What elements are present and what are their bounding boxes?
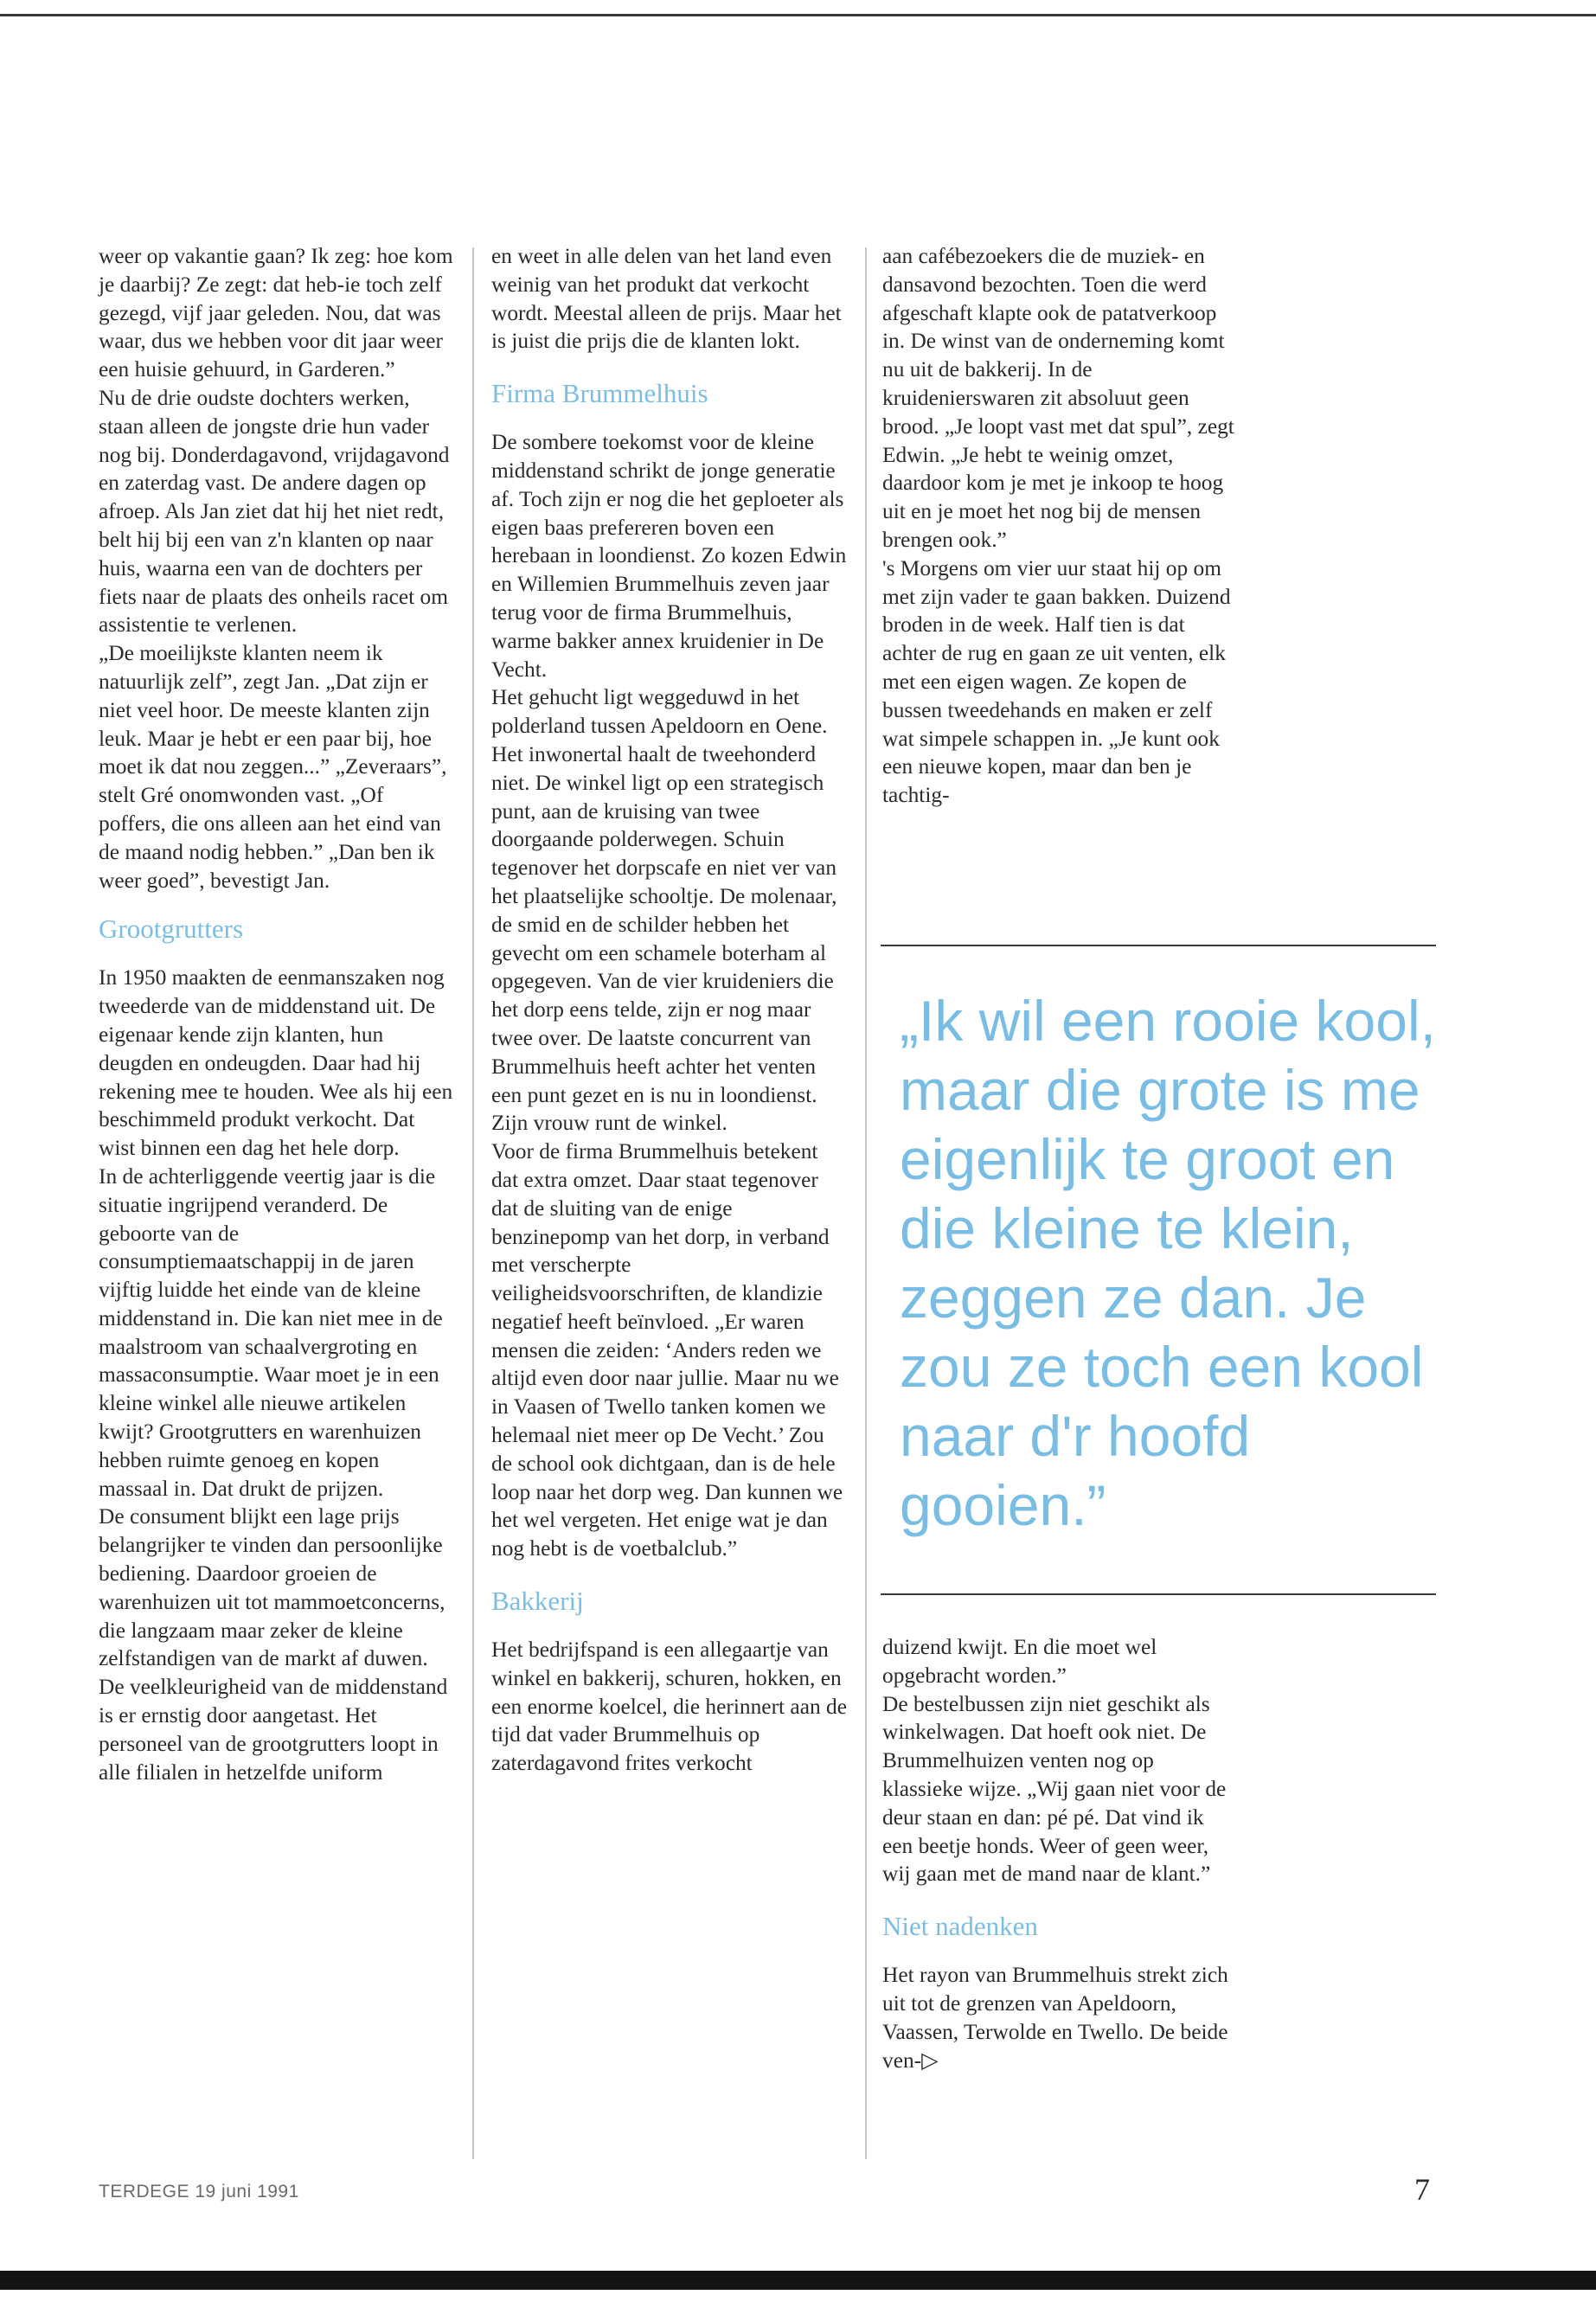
section-heading-niet-nadenken: Niet nadenken <box>882 1911 1038 1942</box>
page-number: 7 <box>1414 2172 1430 2207</box>
column-divider <box>472 247 474 2159</box>
paragraph: Het bedrijfspand is een allegaartje van winkel en bakkerij, schuren, hokken, en een enorme koelcel, die herinnert aan de tijd dat vader Brummelhuis op zaterdagavond frites verkocht <box>491 1638 847 1776</box>
section-heading-firma-brummelhuis: Firma Brummelhuis <box>491 378 708 409</box>
paragraph: Nu de drie oudste dochters werken, staan alleen de jongste drie hun vader nog bij. Donderdagavond, vrijdagavond en zaterdag vast. De andere dagen op afroep. Als Jan ziet dat hij het niet redt, belt hij bij een van z'n klanten op naar huis, waarna een van de dochters per fiets naar de plaats des onheils racet om assistentie te verlenen. <box>99 385 450 638</box>
section-heading-grootgrutters: Grootgrutters <box>99 913 244 945</box>
paragraph: 's Morgens om vier uur staat hij op om met zijn vader te gaan bakken. Duizend broden in de week. Half tien is dat achter de rug en gaan ze uit venten, elk met een eigen wagen. Ze kopen de bussen tweedehands en maken er zelf wat simpele schappen in. „Je kunt ook een nieuwe kopen, maar dan ben je tachtig- <box>882 555 1231 808</box>
paragraph: Het rayon van Brummelhuis strekt zich uit tot de grenzen van Apeldoorn, Vaassen, Terwolde en Twello. De beide ven-▷ <box>882 1963 1228 2073</box>
top-rule <box>0 14 1596 16</box>
paragraph: In 1950 maakten de eenmanszaken nog tweederde van de middenstand uit. De eigenaar kende zijn klanten, hun deugden en ondeugden. Daar had hij rekening mee te houden. Wee als hij een beschimmeld produkt verkocht. Dat wist binnen een dag het hele dorp. <box>99 965 453 1161</box>
paragraph: duizend kwijt. En die moet wel opgebracht worden.” <box>882 1635 1157 1688</box>
section-heading-bakkerij: Bakkerij <box>491 1586 584 1617</box>
paragraph: en weet in alle delen van het land even weinig van het produkt dat verkocht wordt. Meestal alleen de prijs. Maar het is juist die prijs die de klanten lokt. <box>491 244 842 354</box>
paragraph: De bestelbussen zijn niet geschikt als winkelwagen. Dat hoeft ook niet. De Brummelhuizen venten nog op klassieke wijze. „Wij gaan niet voor de deur staan en dan: pé pé. Dat vind ik een beetje honds. Weer of geen weer, wij gaan met de mand naar de klant.” <box>882 1691 1227 1887</box>
column-3-continued <box>882 1633 1237 2074</box>
paragraph: weer op vakantie gaan? Ik zeg: hoe kom je daarbij? Ze zegt: dat heb-ie toch zelf gezegd, vijf jaar geleden. Nou, dat was waar, dus we hebben voor dit jaar weer een huisie gehuurd, in Garderen.” <box>99 244 453 382</box>
bottom-rule <box>0 2271 1596 2290</box>
paragraph: In de achterliggende veertig jaar is die situatie ingrijpend veranderd. De geboorte van de consumptiemaatschappij in de jaren vijftig luidde het einde van de kleine middenstand in. Die kan niet mee in de maalstroom van schaalvergroting en massaconsumptie. Waar moet je in een kleine winkel alle nieuwe artikelen kwijt? Grootgrutters en warenhuizen hebben ruimte genoeg en kopen massaal in. Dat drukt de prijzen. <box>99 1163 443 1501</box>
paragraph: Het gehucht ligt weggeduwd in het polderland tussen Apeldoorn en Oene. Het inwonertal haalt de tweehonderd niet. De winkel ligt op een strategisch punt, aan de kruising van twee doorgaande polderwegen. Schuin tegenover het dorpscafe en niet ver van het plaatselijke schooltje. De molenaar, de smid en de schilder hebben het gevecht om een schamele boterham al opgegeven. Van de vier kruideniers die het dorp eens telde, zijn er nog maar twee over. De laatste concurrent van Brummelhuis heeft achter het venten een punt gezet en is nu in loondienst. Zijn vrouw runt de winkel. <box>491 685 837 1136</box>
column-3 <box>882 242 1237 810</box>
paragraph: aan cafébezoekers die de muziek- en dansavond bezochten. Toen die werd afgeschaft klapte ook de patatverkoop in. De winst van de onderneming komt nu uit de bakkerij. In de kruidenierswaren zit absoluut geen brood. „Je loopt vast met dat spul”, zegt Edwin. „Je hebt te weinig omzet, daardoor kom je met je inkoop te hoog uit en je moet het nog bij de mensen brengen ook.” <box>882 244 1234 552</box>
column-2 <box>491 242 848 1778</box>
pullquote-rule-top <box>881 945 1436 946</box>
paragraph: De sombere toekomst voor de kleine middenstand schrikt de jonge generatie af. Toch zijn er nog die het geploeter als eigen baas prefereren boven een herebaan in loondienst. Zo kozen Edwin en Willemien Brummelhuis zeven jaar terug voor de firma Brummelhuis, warme bakker annex kruidenier in De Vecht. <box>491 430 847 682</box>
pullquote: „Ik wil een rooie kool, maar die grote is me eigenlijk te groot en die kleine te klein, zeggen ze dan. Je zou ze toch een kool naar d'r hoofd gooien.” <box>900 989 1436 1537</box>
paragraph: De consument blijkt een lage prijs belangrijker te vinden dan persoonlijke bediening. Daardoor groeien de warenhuizen uit tot mammoetconcerns, die langzaam maar zeker de kleine zelfstandigen van de markt af duwen. De veelkleurigheid van de middenstand is er ernstig door aangetast. Het personeel van de grootgrutters loopt in alle filialen in hetzelfde uniform <box>99 1504 448 1785</box>
column-1 <box>99 242 453 1786</box>
pullquote-rule-bottom <box>881 1593 1436 1595</box>
column-divider <box>865 247 867 2159</box>
paragraph: Voor de firma Brummelhuis betekent dat extra omzet. Daar staat tegenover dat de sluiting van de enige benzinepomp van het dorp, in verband met verscherpte veiligheidsvoorschriften, de klandizie negatief heeft beïnvloed. „Er waren mensen die zeiden: ‘Anders reden we altijd even door naar jullie. Maar nu we in Vaasen of Twello tanken komen we helemaal niet meer op De Vecht.’ Zou de school ook dichtgaan, dan is de hele loop naar het dorp weg. Dan kunnen we het wel vergeten. Het enige wat je dan nog hebt is de voetbalclub.” <box>491 1139 843 1561</box>
footer-publication: TERDEGE 19 juni 1991 <box>99 2182 299 2202</box>
paragraph: „De moeilijkste klanten neem ik natuurlijk zelf”, zegt Jan. „Dat zijn er niet veel hoor. De meeste klanten zijn leuk. Maar je hebt er een paar bij, hoe moet ik dat nou zeggen...” „Zeveraars”, stelt Gré onomwonden vast. „Of poffers, die ons alleen aan het eind van de maand nodig hebben.” „Dan ben ik weer goed”, bevestigt Jan. <box>99 641 447 893</box>
